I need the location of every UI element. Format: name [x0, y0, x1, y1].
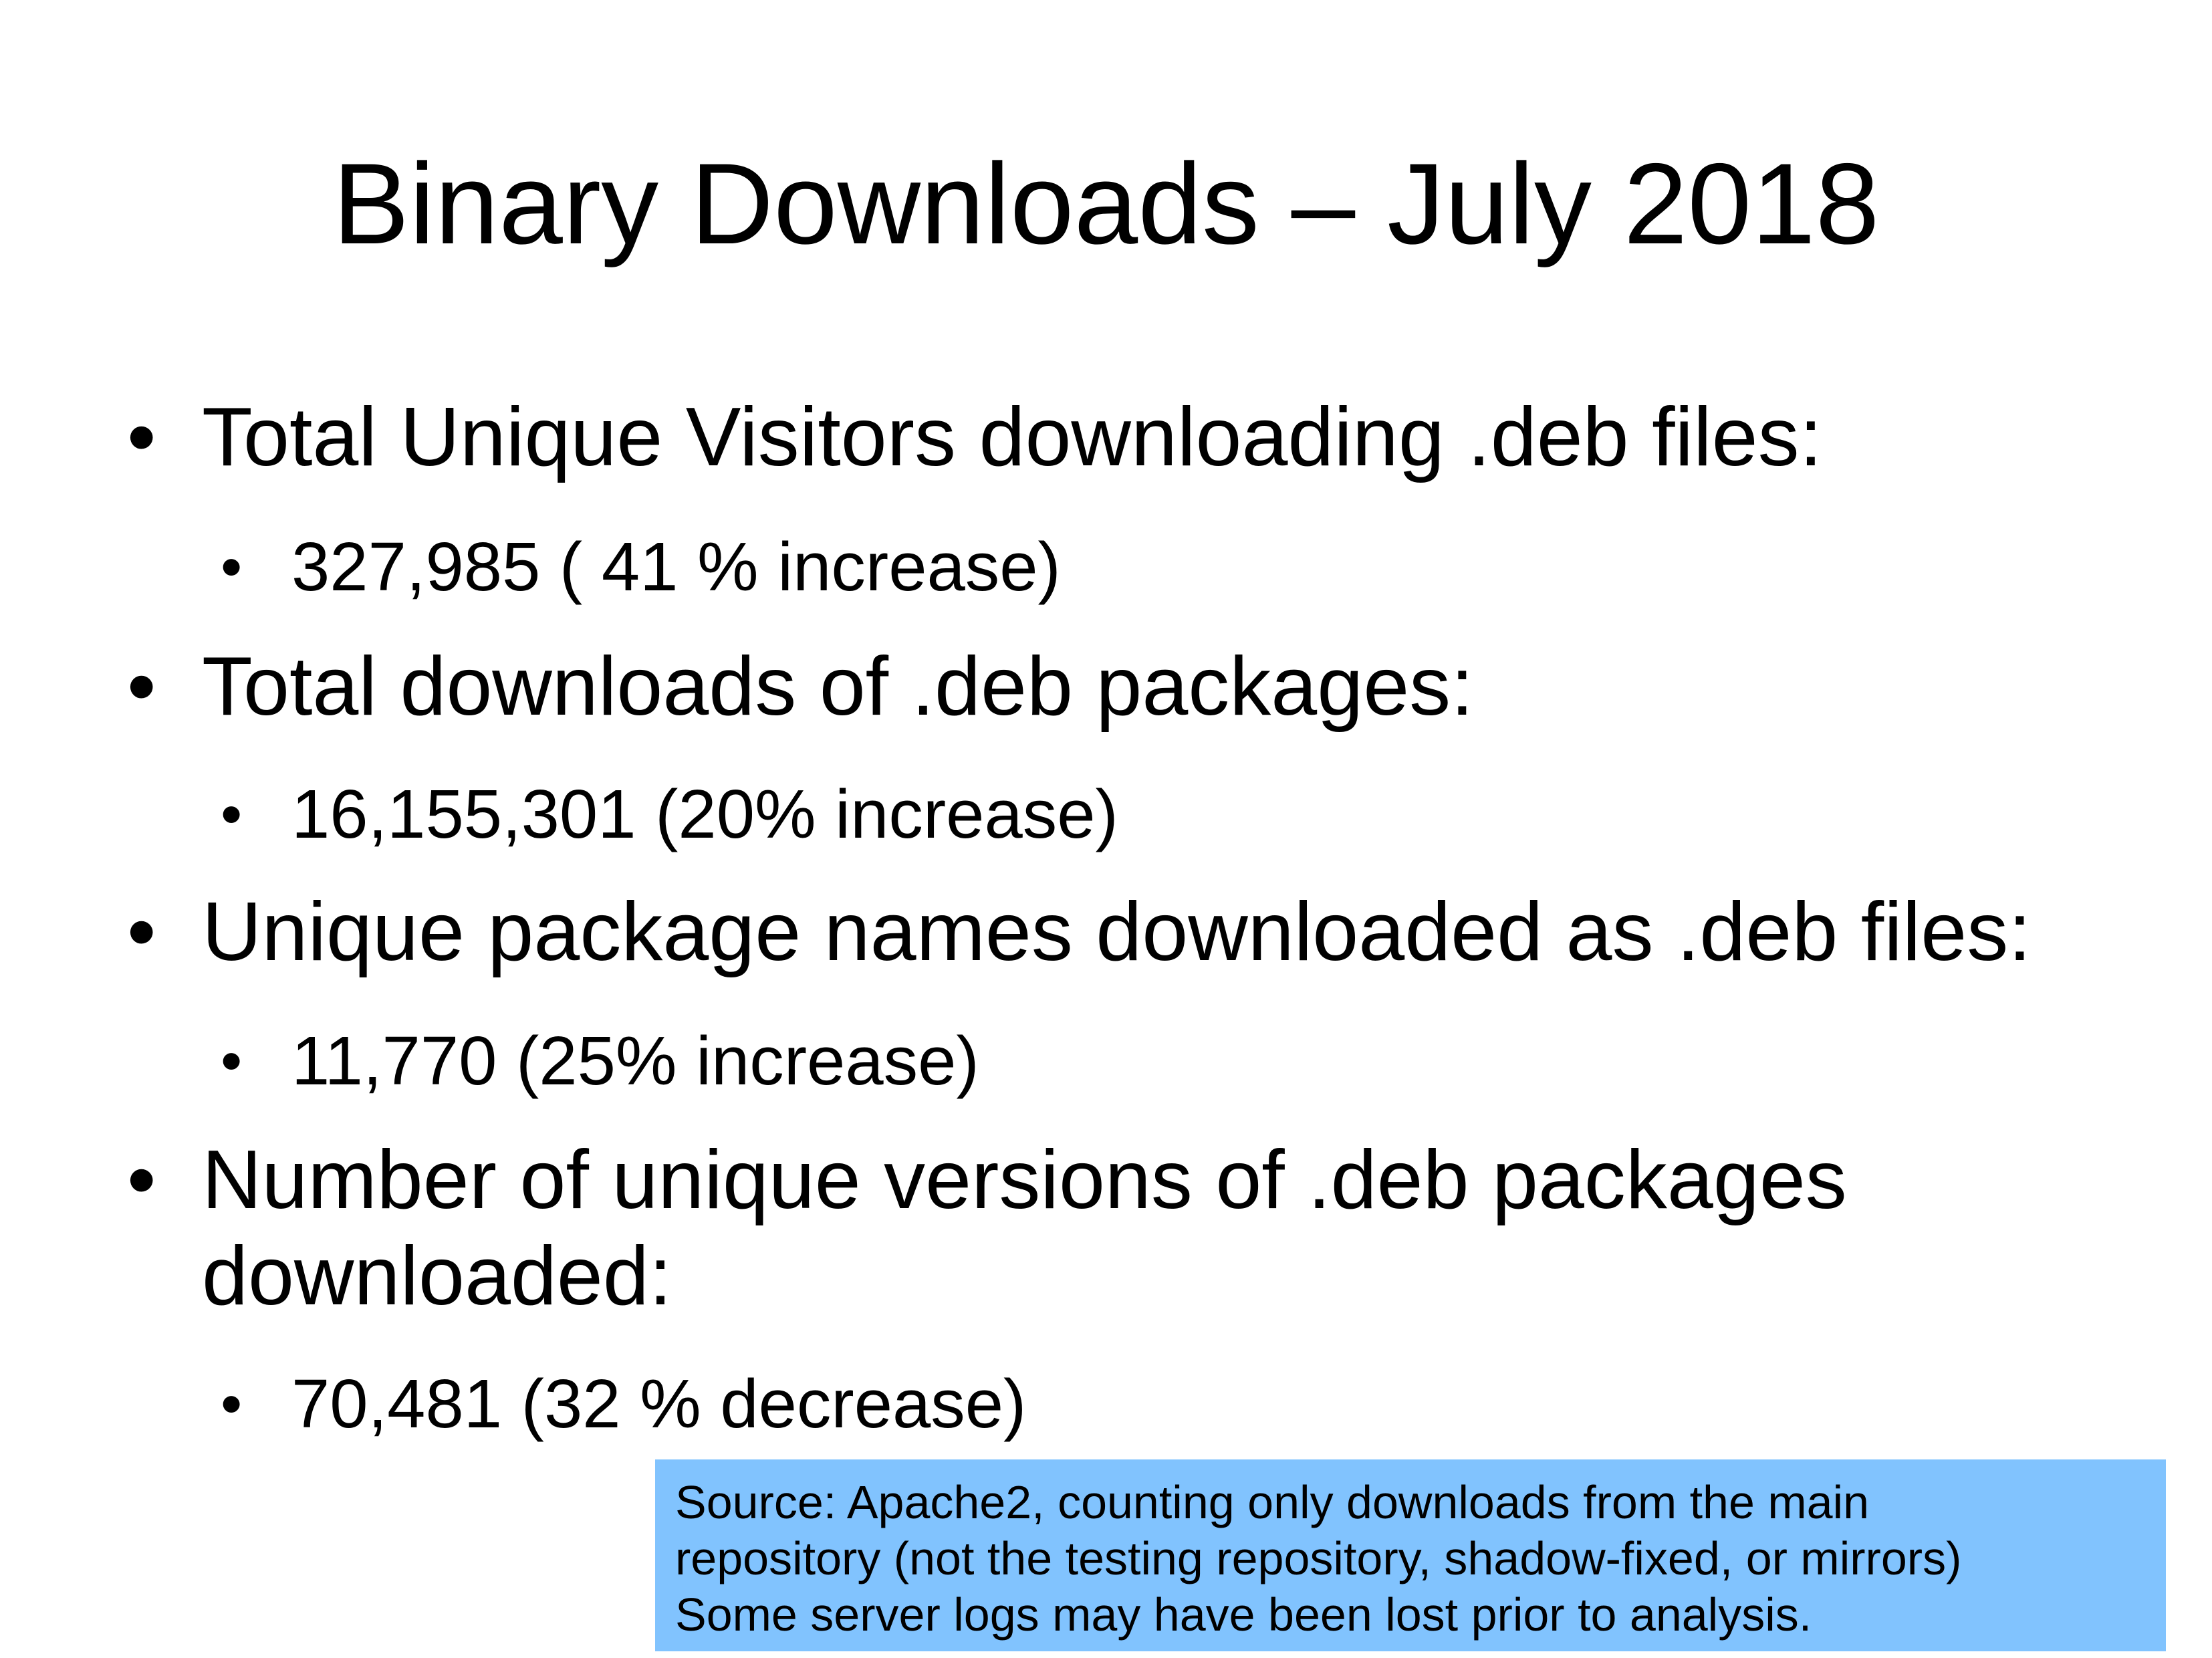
bullet-text: Total downloads of .deb packages: — [202, 640, 1474, 733]
bullet-text-line-1: Number of unique versions of .deb packages — [202, 1134, 1847, 1226]
sub-bullet-text: 70,481 (32 % decrease) — [291, 1365, 1027, 1442]
bullet-text-line-2: downloaded: — [202, 1230, 672, 1322]
source-note-line: Source: Apache2, counting only downloads from the main — [675, 1476, 1870, 1528]
sub-bullet-marker: • — [221, 533, 243, 601]
sub-bullet-text: 16,155,301 (20% increase) — [291, 776, 1118, 852]
bullet-text — [202, 1132, 2174, 1324]
bullet-text: Unique package names downloaded as .deb files: — [202, 886, 2032, 978]
source-note-box — [655, 1459, 2166, 1651]
sub-bullet-marker: • — [221, 1027, 243, 1095]
sub-bullet-marker: • — [221, 780, 243, 848]
slide-title: Binary Downloads – July 2018 — [332, 140, 1880, 268]
sub-bullet-text: 327,985 ( 41 % increase) — [291, 528, 1061, 605]
sub-bullet-marker: • — [221, 1370, 243, 1438]
bullet-marker: • — [127, 886, 156, 978]
sub-bullet-text: 11,770 (25% increase) — [291, 1022, 979, 1099]
bullet-marker: • — [127, 640, 156, 733]
source-note-line: Some server logs may have been lost prior to analysis. — [675, 1588, 1812, 1641]
bullet-marker: • — [127, 391, 156, 483]
source-note-line: repository (not the testing repository, shadow-fixed, or mirrors) — [675, 1532, 1962, 1584]
bullet-text: Total Unique Visitors downloading .deb files: — [202, 391, 1823, 483]
bullet-marker: • — [127, 1134, 156, 1226]
